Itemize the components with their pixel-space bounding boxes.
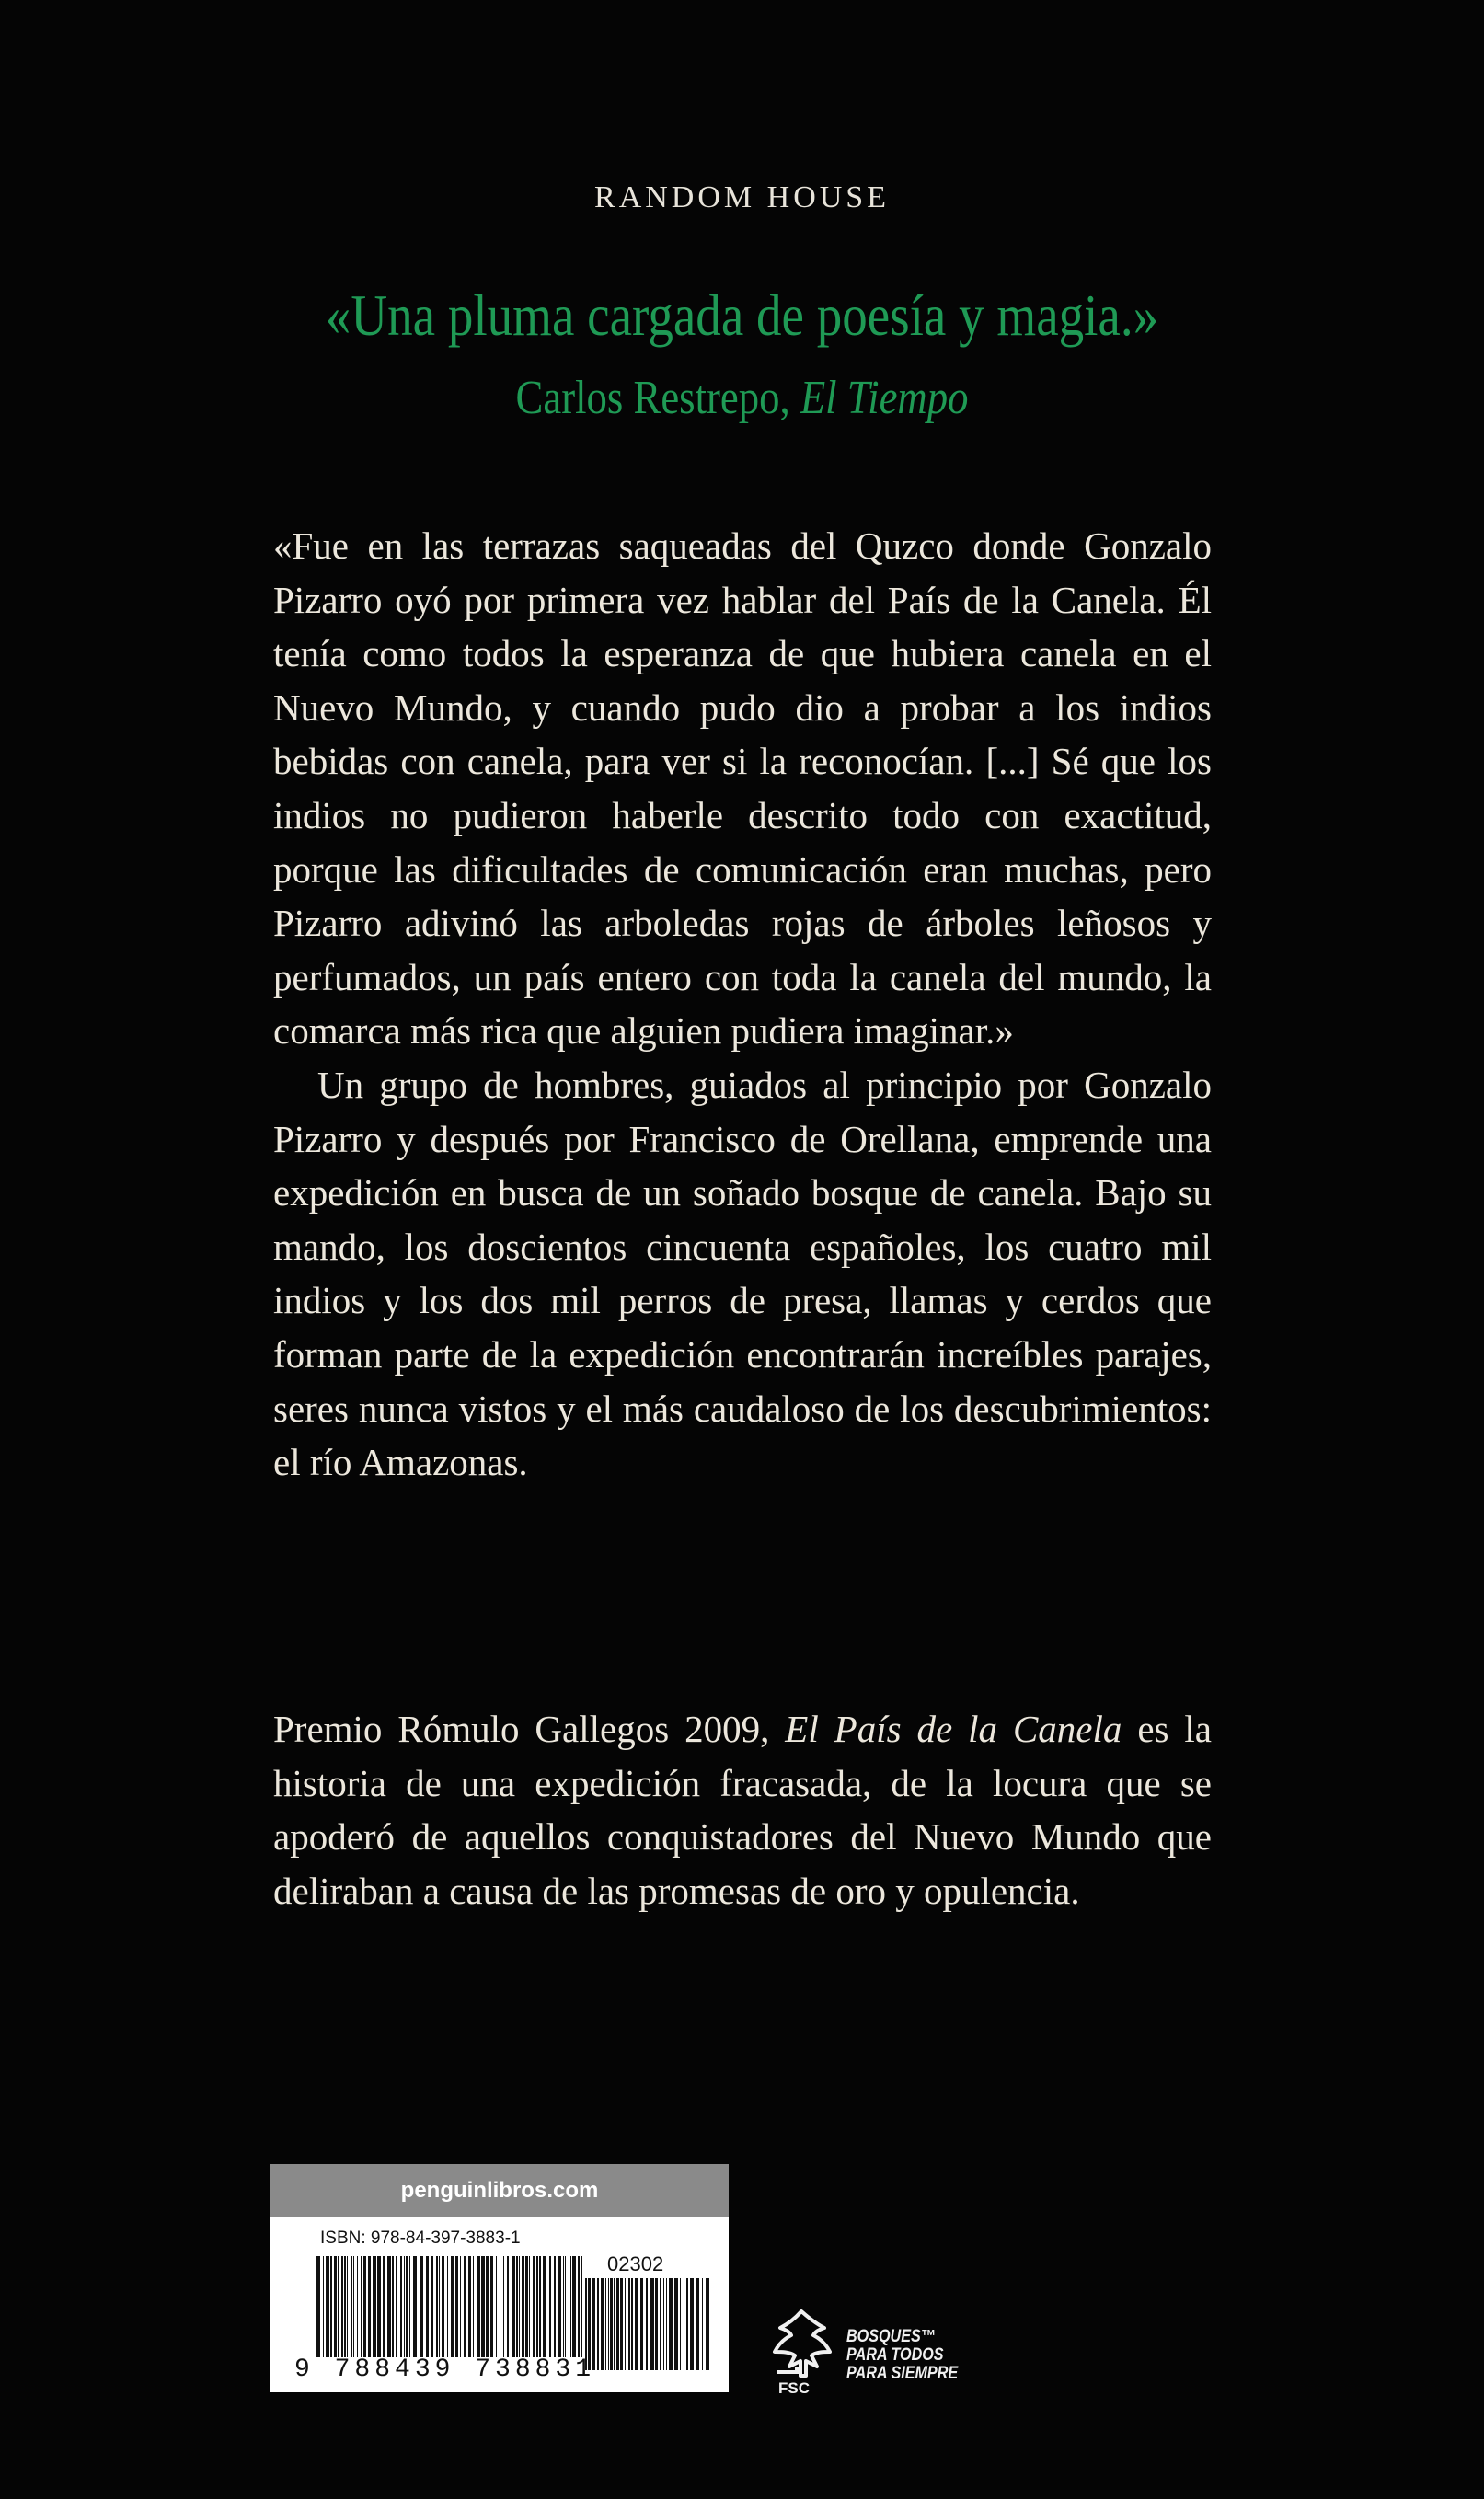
publisher-name: RANDOM HOUSE	[594, 180, 890, 214]
synopsis-summary: Un grupo de hombres, guiados al principio por Gonzalo Pizarro y después por Francisco de Orellana, emprende una expedición en busca de un soñado bosque de canela. Bajo su mando, los doscientos cincuenta españoles, los cuatro mil indios y los dos mil perros de presa, llamas y cerdos que forman parte de la expedición encontrarán increíbles parajes, seres nunca vistos y el más caudaloso de los descubrimientos: el río Amazonas.	[273, 1063, 1212, 1484]
book-title: El País de la Canela	[785, 1708, 1122, 1750]
barcode-main-icon	[315, 2256, 587, 2357]
fsc-line-1: BOSQUES™	[846, 2327, 936, 2346]
ean-digits: 9 788439 738831	[294, 2355, 596, 2384]
award-description: es la historia de una expedición fracasada, de la locura que se apoderó de aquellos conquistadores del Nuevo Mundo que deliraban a causa de las promesas de oro y opulencia.	[273, 1708, 1212, 1912]
synopsis	[273, 519, 1212, 1490]
fsc-line-2: PARA TODOS	[846, 2345, 944, 2365]
barcode-addon-icon	[583, 2278, 712, 2370]
award-prefix: Premio Rómulo Gallegos 2009,	[273, 1708, 786, 1750]
review-quote: «Una pluma cargada de poesía y magia.»	[325, 282, 1159, 348]
award-text	[273, 1702, 1212, 1917]
website-label: penguinlibros.com	[270, 2164, 729, 2217]
review-author: Carlos Restrepo,	[515, 372, 800, 424]
review-publication: El Tiempo	[800, 372, 969, 424]
barcode-box	[270, 2164, 729, 2392]
fsc-line-3: PARA SIEMPRE	[846, 2364, 959, 2383]
fsc-logo	[769, 2308, 1008, 2400]
fsc-label: FSC	[778, 2379, 810, 2397]
award-paragraph	[273, 1702, 1212, 1917]
isbn-label: ISBN: 978-84-397-3883-1	[320, 2228, 521, 2248]
review-source	[104, 368, 1380, 429]
synopsis-excerpt: «Fue en las terrazas saqueadas del Quzco donde Gonzalo Pizarro oyó por primera vez hablar del País de la Canela. Él tenía como todos la esperanza de que hubiera canela en el Nuevo Mundo, y cuando pudo dio a probar a los indios bebidas con canela, para ver si la reconocían. [...] Sé que los indios no pudieron haberle descrito todo con exactitud, porque las dificultades de comunicación eran muchas, pero Pizarro adivinó las arboledas rojas de árboles leñosos y perfumados, un país entero con toda la canela del mundo, la comarca más rica que alguien pudiera imaginar.»	[273, 524, 1212, 1053]
addon-number: 02302	[607, 2252, 664, 2275]
fsc-slogan	[846, 2328, 958, 2383]
